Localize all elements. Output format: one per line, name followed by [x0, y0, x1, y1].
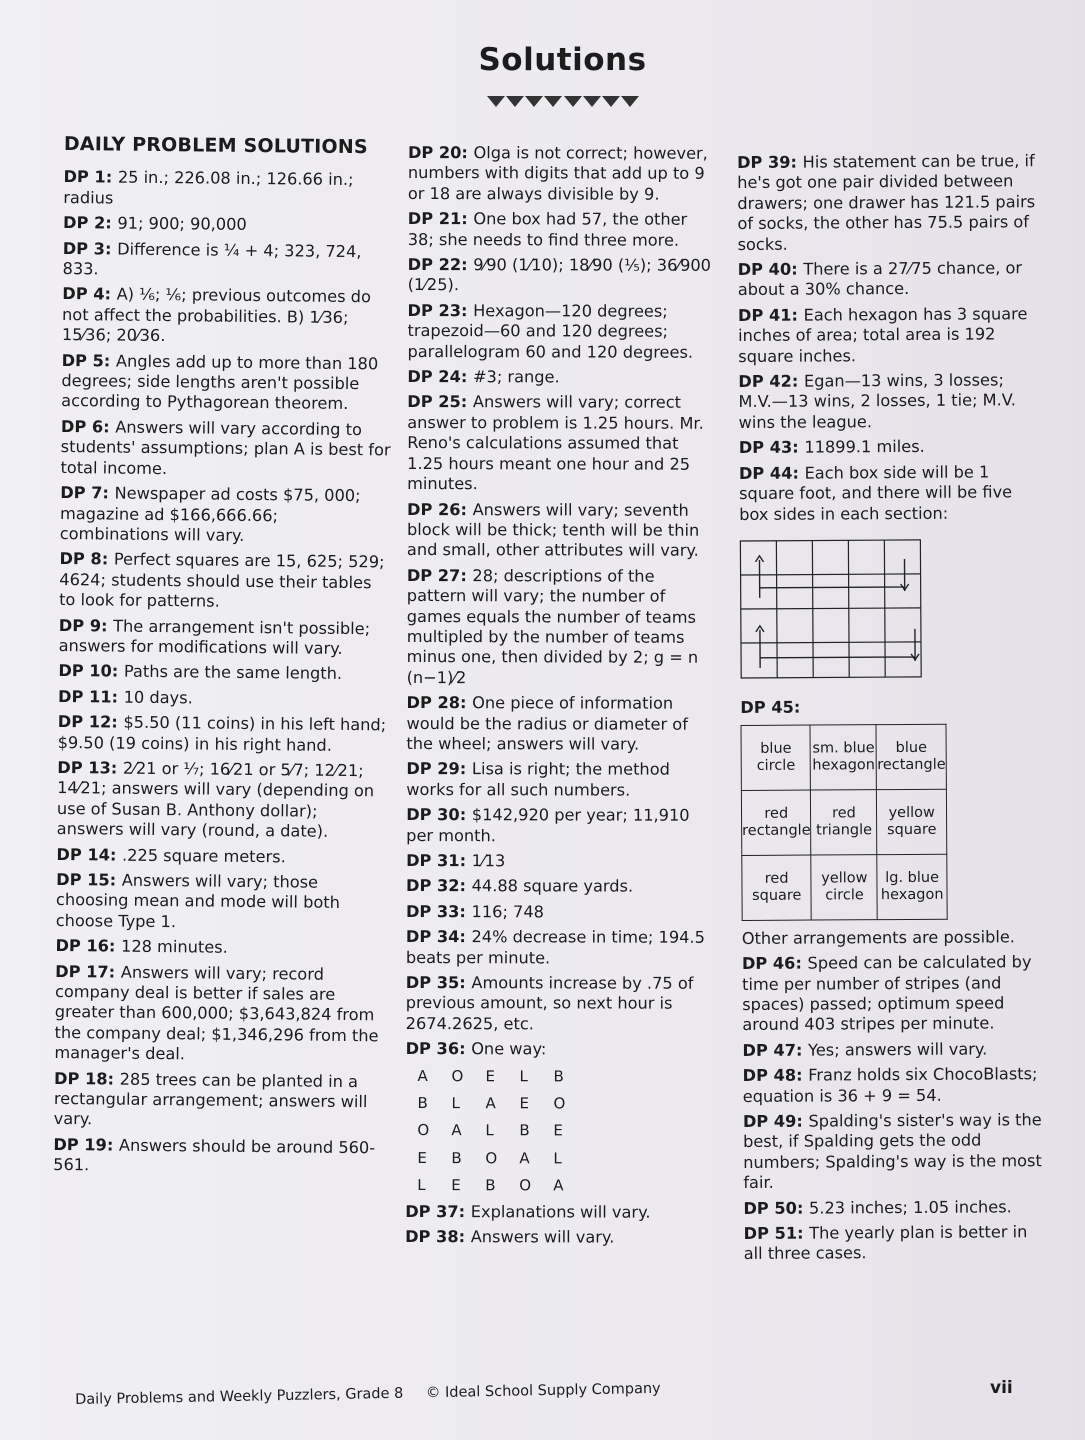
column-3-items	[737, 151, 1041, 525]
column-1	[53, 134, 394, 1184]
solution-item	[405, 1227, 715, 1248]
letter-cell: O	[485, 1149, 498, 1168]
solution-label: DP 25:	[407, 392, 468, 412]
letter-cell: L	[451, 1094, 460, 1113]
solution-label: DP 9:	[58, 615, 108, 636]
letter-cell: B	[485, 1176, 496, 1195]
solution-label: DP 13:	[57, 757, 118, 778]
letter-cell: A	[417, 1066, 428, 1085]
solution-label: DP 2:	[62, 213, 112, 233]
solution-item	[407, 566, 717, 689]
solution-label: DP 21:	[407, 209, 468, 229]
solution-item	[406, 927, 716, 969]
letter-cell: O	[417, 1121, 430, 1140]
solution-item	[406, 902, 716, 923]
solution-label: DP 37:	[405, 1201, 466, 1221]
solution-item	[742, 1039, 1044, 1061]
solution-label: DP 31:	[406, 850, 467, 871]
solution-text: 28; descriptions of the pattern will vary; the number of games equals the number of teams multipled by the number of teams minus one, then divided by 2; g = n (n−1)⁄2	[406, 565, 699, 687]
solution-item	[408, 209, 718, 251]
solution-text: Speed can be calculated by time per number of stripes (and spaces) passed; optimum speed around 403 stripes per minute.	[742, 952, 1032, 1035]
shape-arrangement-table	[740, 723, 947, 920]
solution-item	[744, 1222, 1046, 1265]
solution-item	[58, 712, 388, 756]
solution-text: His statement can be true, if he's got one pair divided between drawers; one drawer has 121.5 pairs of socks, the other has 75.5 pairs of socks.	[737, 151, 1036, 254]
solution-item	[406, 876, 716, 897]
solution-text: Answers will vary.	[470, 1227, 615, 1247]
solution-label: DP 43:	[738, 437, 799, 458]
solution-text: Olga is not correct; however, numbers with digits that add up to 9 or 18 are always divisible by 9.	[407, 143, 708, 204]
dp45-note: Other arrangements are possible.	[741, 927, 1015, 948]
solution-label: DP 45:	[740, 697, 801, 718]
solution-text: 116; 748	[471, 901, 544, 922]
solution-label: DP 44:	[738, 463, 799, 483]
solution-text: Hexagon—120 degrees; trapezoid—60 and 120 degrees; parallelogram 60 and 120 degrees.	[407, 301, 694, 362]
solution-item	[739, 462, 1041, 525]
solution-item	[59, 616, 389, 660]
solution-label: DP 8:	[59, 549, 109, 569]
solution-label: DP 48:	[742, 1065, 803, 1086]
solution-item-dp45	[740, 696, 1042, 718]
solution-text: Answers will vary; correct answer to problem is 1.25 hours. Mr. Reno's calculations assumed that 1.25 hours meant one hour and 25 minutes.	[407, 392, 704, 494]
solution-text: One box had 57, the other 38; she needs to find three more.	[407, 209, 688, 250]
solution-text: #3; range.	[472, 367, 560, 387]
solution-text: Angles add up to more than 180 degrees; side lengths aren't possible according to Pythagorean theorem.	[61, 351, 379, 414]
solution-item	[406, 759, 716, 801]
page-number: vii	[990, 1378, 1013, 1398]
solution-label: DP 22:	[407, 255, 468, 275]
letter-cell: L	[417, 1176, 426, 1195]
solution-item	[406, 851, 716, 872]
table-cell: sm. blue hexagon	[810, 724, 876, 789]
solution-text: 24% decrease in time; 194.5 beats per minute.	[405, 927, 705, 968]
solution-label: DP 12:	[57, 712, 118, 732]
solution-text: Amounts increase by .75 of previous amount, so next hour is 2674.2625, etc.	[405, 973, 694, 1034]
solution-text: $5.50 (11 coins) in his left hand; $9.50 (19 coins) in his right hand.	[57, 712, 387, 755]
table-cell: blue circle	[741, 725, 811, 790]
solution-item	[63, 167, 393, 211]
solution-text: Perfect squares are 15, 625; 529; 4624; students should use their tables to look for patterns.	[59, 549, 385, 611]
solution-label: DP 24:	[407, 367, 468, 387]
solution-label: DP 20:	[407, 143, 468, 163]
solution-text: 91; 900; 90,000	[117, 213, 247, 235]
solution-label: DP 6:	[60, 416, 110, 437]
solution-item	[405, 1202, 715, 1223]
solution-label: DP 38:	[405, 1227, 466, 1247]
solution-text: 11899.1 miles.	[804, 437, 925, 457]
solution-text: Paths are the same length.	[123, 662, 343, 684]
letter-cell: A	[451, 1121, 462, 1140]
letter-cell: B	[451, 1148, 462, 1168]
solution-item	[406, 693, 716, 755]
solution-label: DP 50:	[743, 1198, 804, 1218]
solution-text: Answers will vary; record company deal is better if sales are greater than 600,000; $3,643,824 from the company deal; $1,346,296 from the manager's deal.	[54, 962, 379, 1064]
solution-item	[406, 973, 716, 1035]
solution-item	[742, 952, 1044, 1035]
table-row	[741, 724, 946, 790]
footer-copyright: © Ideal School Supply Company	[425, 1380, 661, 1402]
solution-text: Newspaper ad costs $75, 000; magazine ad $166,666.66; combinations will vary.	[59, 483, 361, 545]
solution-text: One piece of information would be the radius or diameter of the wheel; answers will vary.	[406, 693, 688, 754]
solution-item	[53, 1135, 383, 1179]
solution-item	[62, 239, 392, 283]
solution-item	[408, 143, 718, 205]
letter-cell: O	[519, 1176, 532, 1195]
page-title: Solutions	[478, 42, 647, 78]
solution-item	[58, 687, 388, 711]
solution-item	[407, 367, 717, 388]
solution-item	[57, 758, 388, 843]
solution-label: DP 4:	[62, 284, 112, 304]
letter-cell: O	[451, 1066, 464, 1085]
box-sides-grid-figure	[739, 539, 922, 679]
solution-text: Answers should be around 560-561.	[53, 1135, 376, 1175]
table-cell: red rectangle	[741, 790, 811, 855]
letter-cell: L	[485, 1121, 494, 1140]
solution-text: Spalding's sister's way is the best, if Spalding gets the odd numbers; Spalding's way is the most fair.	[742, 1110, 1042, 1193]
letter-cell: A	[519, 1149, 530, 1168]
solution-text: 2⁄21 or ⅐; 16⁄21 or 5⁄7; 12⁄21; 14⁄21; answers will vary (depending on use of Susan B. Anthony dollar); answers will vary (round, a date).	[56, 758, 375, 841]
column-2-tail-items	[405, 1202, 715, 1249]
solution-label: DP 17:	[55, 961, 116, 982]
solution-item	[407, 392, 717, 495]
table-row	[742, 854, 947, 920]
solution-text: 1⁄13	[471, 851, 506, 871]
solution-item	[738, 304, 1040, 367]
table-cell: yellow circle	[811, 854, 877, 919]
solution-text: Answers will vary; those choosing mean and mode will both choose Type 1.	[55, 870, 341, 932]
solution-item	[60, 417, 391, 482]
solution-label: DP 1:	[63, 167, 113, 187]
solution-item	[406, 805, 716, 847]
solution-label: DP 41:	[737, 305, 798, 325]
solution-text: One way:	[471, 1039, 547, 1059]
table-cell: red square	[742, 855, 812, 920]
solution-label: DP 36:	[405, 1039, 466, 1059]
column-2	[405, 143, 718, 1253]
solution-text: There is a 27⁄75 chance, or about a 30% chance.	[737, 258, 1023, 300]
page-footer	[75, 1381, 661, 1408]
solution-label: DP 29:	[406, 759, 467, 779]
solution-item	[743, 1064, 1045, 1107]
solution-text: 25 in.; 226.08 in.; 126.66 in.; radius	[63, 167, 354, 208]
solution-label: DP 40:	[737, 259, 798, 280]
table-row	[741, 789, 946, 855]
solution-item	[54, 1069, 385, 1134]
table-cell: yellow square	[877, 789, 947, 854]
solution-item	[59, 549, 390, 614]
table-cell: blue rectangle	[876, 724, 946, 789]
solution-label: DP 46:	[741, 953, 802, 974]
solution-text: Egan—13 wins, 3 losses; M.V.—13 wins, 2 losses, 1 tie; M.V. wins the league.	[738, 370, 1016, 432]
solution-text: Each hexagon has 3 square inches of area; total area is 192 square inches.	[738, 304, 1028, 366]
solution-label: DP 11:	[58, 686, 119, 707]
solution-item	[56, 845, 386, 869]
letter-cell: E	[553, 1121, 563, 1140]
letter-cell: O	[553, 1094, 566, 1113]
solution-text: .225 square meters.	[121, 845, 286, 866]
solution-label: DP 42:	[738, 371, 799, 392]
solution-item	[54, 962, 385, 1067]
solution-label: DP 32:	[406, 876, 467, 896]
solution-label: DP 16:	[55, 936, 116, 956]
solution-label: DP 51:	[743, 1223, 804, 1243]
letter-cell: L	[519, 1066, 528, 1085]
solution-text: Answers will vary; seventh block will be thick; tenth will be thin and small, other attributes will vary.	[406, 499, 700, 561]
solution-text: Answers will vary according to students' assumptions; plan A is best for total income.	[60, 417, 391, 478]
solution-label: DP 7:	[60, 483, 110, 503]
solution-label: DP 35:	[405, 973, 466, 993]
solution-item	[743, 1197, 1045, 1219]
solution-label: DP 34:	[405, 927, 466, 947]
letter-cell: L	[553, 1149, 562, 1168]
solution-item	[407, 499, 717, 561]
solution-item	[60, 483, 391, 548]
title-ornament	[487, 96, 639, 110]
solution-label: DP 15:	[56, 869, 117, 890]
solution-item	[62, 284, 393, 349]
solution-label: DP 14:	[56, 844, 117, 865]
solution-label: DP 30:	[406, 805, 467, 825]
solution-text: Lisa is right; the method works for all such numbers.	[406, 759, 670, 800]
letter-cell: A	[485, 1094, 496, 1113]
table-cell: lg. blue hexagon	[877, 854, 947, 919]
solution-text: 128 minutes.	[120, 936, 228, 957]
letter-cell: B	[519, 1121, 530, 1140]
solution-text: Explanations will vary.	[470, 1201, 651, 1222]
solution-text: Difference is ¼ + 4; 323, 724, 833.	[62, 239, 362, 279]
solution-item	[408, 255, 718, 297]
solution-item	[738, 258, 1040, 301]
solution-label: DP 23:	[407, 300, 468, 321]
solution-item	[58, 661, 388, 685]
section-heading: DAILY PROBLEM SOLUTIONS	[63, 133, 368, 159]
solution-text: 10 days.	[123, 687, 193, 708]
solution-label: DP 18:	[54, 1068, 115, 1089]
solution-item	[737, 151, 1040, 255]
solution-text: The yearly plan is better in all three cases.	[743, 1222, 1028, 1264]
table-cell: red triangle	[811, 789, 877, 854]
letter-cell: E	[519, 1094, 529, 1113]
solution-text: The arrangement isn't possible; answers for modifications will vary.	[58, 616, 371, 658]
solution-text: Yes; answers will vary.	[807, 1039, 988, 1060]
solution-text: 9⁄90 (1⁄10); 18⁄90 (⅕); 36⁄900 (1⁄25).	[407, 255, 712, 295]
solution-text: 285 trees can be planted in a rectangular arrangement; answers will vary.	[53, 1069, 368, 1129]
solution-item	[738, 370, 1040, 433]
solution-label: DP 10:	[58, 661, 119, 681]
letter-cell: E	[485, 1066, 496, 1085]
letter-cell: B	[417, 1094, 428, 1113]
column-3	[737, 151, 1046, 1270]
solution-item-dp36	[406, 1039, 716, 1060]
solution-label: DP 47:	[742, 1040, 803, 1060]
solution-item	[56, 870, 387, 935]
solution-item	[743, 1110, 1045, 1193]
solution-text: Franz holds six ChocoBlasts; equation is 36 + 9 = 54.	[742, 1064, 1038, 1106]
solution-item	[63, 213, 393, 237]
solution-item	[55, 936, 385, 960]
column-2-items	[406, 143, 718, 1035]
solution-text: $142,920 per year; 11,910 per month.	[406, 805, 690, 845]
solution-text: 5.23 inches; 1.05 inches.	[808, 1196, 1012, 1218]
solution-label: DP 5:	[61, 350, 111, 371]
solution-item	[739, 436, 1041, 458]
solution-label: DP 49:	[742, 1111, 803, 1131]
letter-arrangement-grid	[417, 1066, 715, 1197]
letter-cell: B	[553, 1067, 564, 1086]
solution-label: DP 3:	[62, 238, 112, 259]
letter-cell: E	[417, 1148, 427, 1167]
column-3-tail-items	[742, 952, 1046, 1265]
solution-item	[407, 301, 717, 363]
solution-label: DP 26:	[407, 499, 468, 519]
solution-item	[61, 351, 392, 416]
solution-text: 44.88 square yards.	[471, 876, 634, 896]
solution-text: A) ⅙; ⅙; previous outcomes do not affect the probabilities. B) 1⁄36; 15⁄36; 20⁄36.	[61, 284, 372, 346]
column-1-items	[53, 167, 394, 1179]
letter-cell: A	[553, 1176, 564, 1195]
footer-book-title: Daily Problems and Weekly Puzzlers, Grade 8	[75, 1385, 404, 1408]
letter-cell: E	[451, 1176, 461, 1195]
solution-label: DP 27:	[406, 565, 467, 585]
solution-label: DP 33:	[405, 901, 466, 921]
solution-text: Each box side will be 1 square foot, and there will be five box sides in each section:	[739, 462, 1013, 524]
solution-label: DP 19:	[53, 1134, 114, 1155]
solution-label: DP 28:	[406, 693, 467, 713]
solution-label: DP 39:	[737, 152, 798, 172]
